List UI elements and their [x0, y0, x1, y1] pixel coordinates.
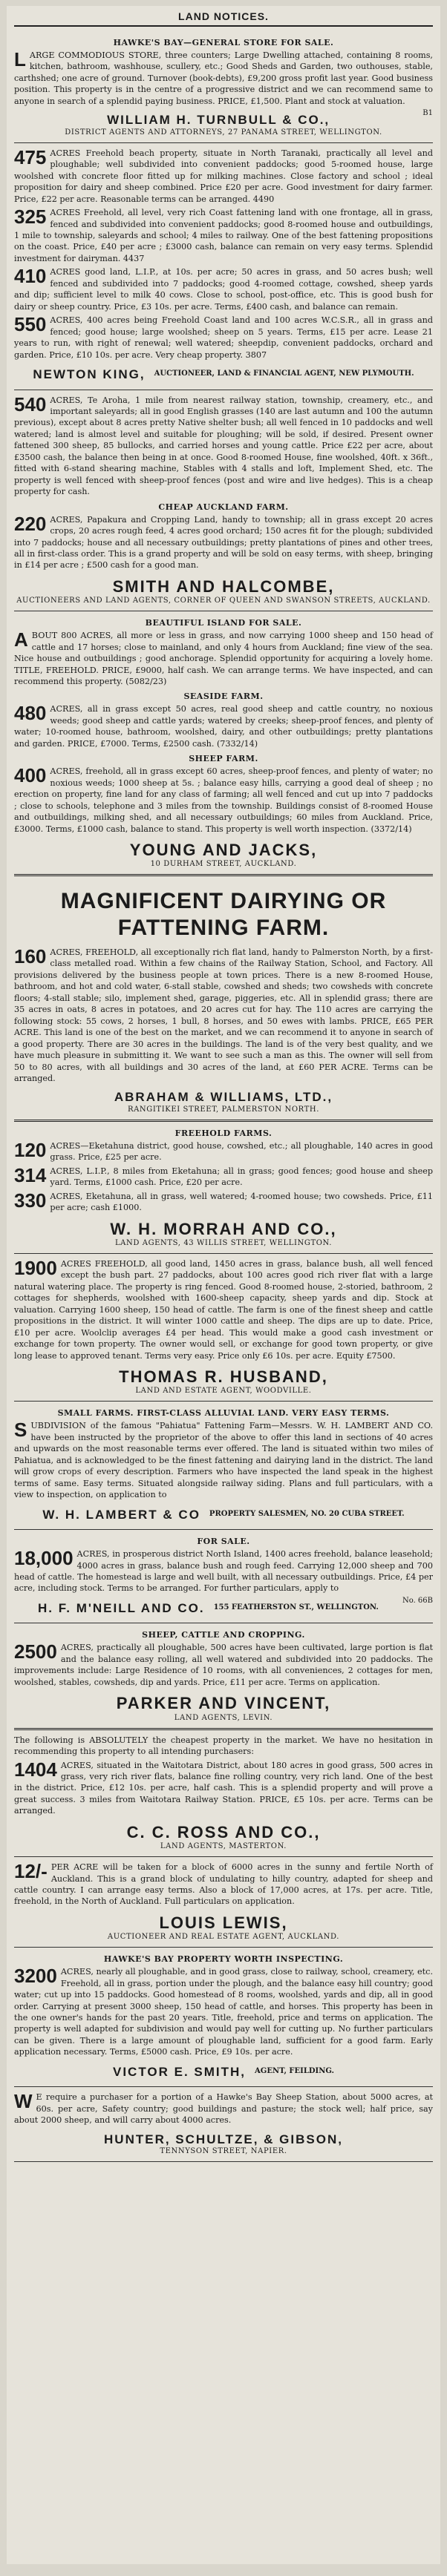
ad-subheading: CHEAP AUCKLAND FARM. — [158, 502, 289, 512]
listing-acreage: 400 — [14, 764, 47, 787]
listing-text: ACRES, 400 acres being Freehold Coast land and 100 acres W.C.S.R., all in grass and fenced; good house; large woolshed; sheep on 5 years. Terms, £15 per acre. Lease 21 years to run, with right of renewal; well watered; sheepdip, convenient paddocks, orchard and garden. Price, £10 10s. per acre. Very cheap property. 3807 — [14, 315, 433, 360]
advertisement — [14, 1254, 433, 1402]
listing-acreage: 1900 — [14, 1257, 57, 1280]
firm-row — [14, 2065, 433, 2080]
firm-note: AUCTIONEER, LAND & FINANCIAL AGENT, NEW PLYMOUTH. — [154, 369, 414, 378]
advertisement — [14, 2087, 433, 2162]
listing-paragraph — [14, 266, 433, 312]
firm-address: RANGITIKEI STREET, PALMERSTON NORTH. — [127, 1105, 320, 1114]
firm-name: H. F. M'NEILL AND CO. — [38, 1600, 205, 1615]
advertisement — [14, 143, 433, 390]
section-header: LAND NOTICES. — [14, 9, 433, 27]
firm-name: NEWTON KING, — [33, 367, 146, 381]
listing-paragraph — [14, 50, 433, 107]
listing-paragraph — [14, 703, 433, 749]
ad-heading: HAWKE'S BAY PROPERTY WORTH INSPECTING. — [103, 1954, 344, 1965]
listing-text: ARGE COMMODIOUS STORE, three counters; Large Dwelling attached, containing 8 rooms, kitchen, bathroom, washhouse, scullery, etc.; Good Sheds and Garden, two outhouses, stable, carthshed; one acre of ground. Turnover (book-debts), £9,200 gross profit last year. Good business position. This property is in the centre of a progressive district and we can recommend same to anyone in search of a splendid paying business. PRICE, £1,500. Plant and stock at valuation. — [14, 50, 433, 106]
listing-acreage: 18,000 — [14, 1547, 74, 1570]
firm-name: PARKER AND VINCENT, — [116, 1694, 331, 1713]
firm-row — [14, 1601, 402, 1616]
ad-heading: FOR SALE. — [197, 1537, 250, 1547]
ad-heading: SMALL FARMS. FIRST-CLASS ALLUVIAL LAND. VERY EASY TERMS. — [57, 1408, 390, 1419]
firm-address: 10 DURHAM STREET, AUCKLAND. — [150, 860, 297, 869]
reference-number: No. 66B — [402, 1596, 433, 1605]
listing-acreage: L — [14, 48, 26, 70]
listing-acreage: 540 — [14, 392, 47, 415]
listing-paragraph — [14, 145, 433, 205]
listing-text: ACRES, Papakura and Cropping Land, handy to township; all in grass except 20 acres crops, 20 acres rough feed, 4 acres good orchard; 150 acres fit for the plough; subdivided into 7 paddocks; house and all necessary outbuildings; pretty plantations of pines and other trees, all in first-class order. This is a grand property and will be sold on easy terms, with sheep, bringing in £14 per acre ; £500 cash for a good man. — [14, 514, 433, 571]
listing-acreage: 475 — [14, 145, 47, 168]
listing-text: ACRES, practically all ploughable, 500 acres have been cultivated, large portion is flat and the balance easy rolling, all well watered and subdivided into 20 paddocks. The improvements include: Large Residence of 10 rooms, with all conveniences, 2 cottages for men, woolshed, stables, cowsheds, dip and yards. Price, £11 per acre. Terms on application. — [14, 1643, 433, 1687]
listing-acreage: 325 — [14, 206, 47, 229]
firm-address: LAND AND ESTATE AGENT, WOODVILLE. — [135, 1387, 312, 1396]
firm-name: ABRAHAM & WILLIAMS, LTD., — [114, 1090, 333, 1105]
advertisement — [14, 31, 433, 143]
listing-acreage: A — [14, 628, 28, 651]
firm-name: YOUNG AND JACKS, — [129, 840, 318, 859]
listing-text: ACRES—Eketahuna district, good house, cowshed, etc.; all ploughable, 140 acres in good grass. Price, £25 per acre. — [50, 1141, 433, 1163]
listing-paragraph — [14, 392, 433, 498]
listing-acreage: 220 — [14, 512, 47, 535]
listing-text: ACRES Freehold, all level, very rich Coast fattening land with one frontage, all in grass, fenced and subdivided into convenient paddocks; good 8-roomed house and outbuildings, 1 mile to township, saleyards and school; 4 miles to railway. One of the best fattening propositions on the coast. Price, £40 per acre ; £3000 cash, balance can remain on very easy terms. Splendid investment for dairyman. 4437 — [14, 208, 433, 263]
firm-name: LOUIS LEWIS, — [159, 1913, 288, 1932]
firm-note: AGENT, FEILDING. — [255, 2067, 334, 2076]
listing-acreage: 550 — [14, 313, 47, 336]
firm-name: W. H. MORRAH AND CO., — [110, 1219, 337, 1238]
listing-text: ACRES, nearly all ploughable, and in good grass, close to railway, school, creamery, etc. Freehold, all in grass, portion under the plough, and the balance easy hill country; good water; cut up into 15 paddocks. Good homestead of 8 rooms, woolshed, yards and dip, all in good order. Carrying at present 3000 sheep, 150 head of cattle, and horses. This property has been in the one owner's hands for the past 20 years. Title, freehold, price and terms on application. The property is well adapted for subdivision and would pay well for cutting up. No further particulars can be given. There is a large amount of ploughable land, sufficient for a good farm. Early application necessary. Terms, £5000 cash. Price, £9 10s. per acre. — [14, 1967, 433, 2057]
firm-address: AUCTIONEERS AND LAND AGENTS, CORNER OF QUEEN AND SWANSON STREETS, AUCKLAND. — [16, 597, 431, 605]
listing-paragraph — [14, 315, 433, 361]
ad-heading: BEAUTIFUL ISLAND FOR SALE. — [145, 618, 302, 628]
listing-text: BOUT 800 ACRES, all more or less in grass, and now carrying 1000 sheep and 150 head of cattle and 17 horses; close to mainland, and only 4 hours from Auckland; fine view of the sea. Nice house and outbuildings ; good anchorage. Splendid opportunity for acquiring a lovely home. TITLE, FREEHOLD. PRICE, £9000, half cash. We can arrange terms. We have inspected, and can recommend this property. (5082/23) — [14, 631, 433, 686]
listing-paragraph — [14, 766, 433, 835]
listing-acreage: 2500 — [14, 1640, 57, 1663]
listing-text: ACRES, freehold, all in grass except 60 acres, sheep-proof fences, and plenty of water; no noxious weeds; 1000 sheep at 5s. ; balance easy hills, carrying a good deal of sheep ; no erection on property, fine land for any class of farming; all well fenced and cut up into 7 paddocks ; close to schools, telephone and 3 miles from the township. Buildings consist of 8-roomed House and outbuildings, milking shed, and all necessary outbuildings; 60 miles from Auckland. Price, £3000. Terms, £1000 cash, balance to stand. This property is well worth inspection. (3372/14) — [14, 766, 433, 834]
firm-note: PROPERTY SALESMEN, NO. 20 CUBA STREET. — [209, 1510, 405, 1519]
advertisement — [14, 1623, 433, 1729]
ad-heading: SHEEP, CATTLE AND CROPPING. — [142, 1630, 305, 1640]
firm-name: VICTOR E. SMITH, — [113, 2064, 247, 2079]
firm-name: THOMAS R. HUSBAND, — [119, 1367, 328, 1387]
listing-text: ACRES Freehold beach property, situate in North Taranaki, practically all level and ploughable; well subdivided into convenient paddocks; good 5-roomed house, large woolshed with concrete floor fitted up for milking machines. Close factory and school ; ideal proposition for dairy and sheep combined. Price £20 per acre. Good investment for dairy farmer. Price, £22 per acre. Reasonable terms can be arranged. 4490 — [14, 148, 433, 204]
listing-acreage: 410 — [14, 265, 47, 288]
firm-row — [14, 1508, 433, 1522]
listing-text: UBDIVISION of the famous "Pahiatua" Fattening Farm—Messrs. W. H. LAMBERT AND CO. have been instructed by the proprietor of the above to offer this land in sections of 40 acres and upwards on the most reasonable terms ever offered. The land is situated within two miles of Pahiatua, and is acknowledged to be the finest fattening and dairying land in the district. The land will grow crops of every description. Farmers who have inspected the land speak in the highest terms of same. Easy terms. Situated alongside railway siding. Plans and full particulars, with a view to inspection, on application to — [14, 1421, 433, 1500]
listing-text: ACRES, L.I.P., 8 miles from Eketahuna; all in grass; good fences; good house and sheep yard. Terms, £1000 cash. Price, £20 per acre. — [50, 1166, 433, 1188]
listing-text: ACRES, Te Aroha, 1 mile from nearest railway station, township, creamery, etc., and important saleyards; all in good English grasses (140 are last autumn and 100 the autumn previous), except about 8 acres pretty Native shelter bush; all well fenced in 10 paddocks and well watered; land is almost level and suitable for ploughing; will be sold, if desired. Present owner fattened 300 sheep, 85 bullocks, and carried horses and young cattle. Price £22 per acre, about £3500 cash, the balance then being in at once. Good 8-roomed House, fine woolshed, 40ft. x 36ft., fitted with 6-stand shearing machine, Stables with 4 stalls and loft, Implement Shed, etc. The property is well fenced with sheep-proof fences (post and wire and live hedges). This is a cheap property for cash. — [14, 395, 433, 497]
listing-paragraph — [14, 630, 433, 687]
listing-text: ACRES FREEHOLD, all good land, 1450 acres in grass, balance bush, all well fenced except the bush part. 27 paddocks, about 100 acres good rich river flat with a large natural watering place. The property is ring fenced. Good 8-roomed house, 2-storied, bathroom, 2 cottages for shepherds, woolshed with 1600-sheep capacity, sheep yards and dip. Stock at valuation. Carrying 1600 sheep, 150 head of cattle. The farm is one of the finest sheep and cattle propositions in the district. It will winter 1000 cattle and sheep. The dips are up to date. Price, £10 per acre. Woolclip averages £4 per head. This would make a good cash investment or exchange for town property. The owner would sell, or exchange for good town property, or give long lease to approved tenant. Terms very easy. Price only £6 10s. per acre. Equity £7500. — [14, 1259, 433, 1361]
firm-note: 155 FEATHERSTON ST., WELLINGTON. — [213, 1603, 379, 1612]
listing-text: E require a purchaser for a portion of a Hawke's Bay Sheep Station, about 5000 acres, at 60s. per acre, Safety country; good buildings and pasture; the stock well; half price, say about 2000 sheep, and will carry about 4000 acres. — [14, 2092, 433, 2126]
advertisement — [14, 1948, 433, 2087]
ad-subheading: SEASIDE FARM. — [183, 691, 264, 702]
ads-list — [14, 31, 433, 2162]
advertisement — [14, 1402, 433, 1530]
firm-name: W. H. LAMBERT & CO — [42, 1507, 200, 1522]
firm-address: LAND AGENTS, LEVIN. — [174, 1713, 273, 1722]
listing-paragraph — [14, 1966, 433, 2058]
listing-paragraph — [14, 1163, 433, 1189]
firm-name: WILLIAM H. TURNBULL & CO., — [107, 113, 330, 128]
listing-paragraph — [14, 1548, 433, 1594]
listing-acreage: 160 — [14, 945, 47, 968]
listing-paragraph — [14, 1735, 433, 1758]
feature-title: MAGNIFICENT DAIRYING OR FATTENING FARM. — [60, 889, 387, 940]
reference-number: B1 — [422, 109, 433, 118]
firm-name: HUNTER, SCHULTZE, & GIBSON, — [104, 2132, 343, 2146]
listing-acreage: 330 — [14, 1189, 47, 1212]
listing-acreage: 1404 — [14, 1758, 57, 1781]
land-notices-column — [7, 6, 440, 2162]
listing-paragraph — [14, 947, 433, 1084]
firm-address: LAND AGENTS, 43 WILLIS STREET, WELLINGTON. — [114, 1239, 333, 1248]
listing-text: ACRES, situated in the Waitotara District, about 180 acres in good grass, 500 acres in grass, very rich river flats, balance fine rolling country, very rich land. One of the best in the district. Price, £12 10s. per acre, half cash. This is a splendid property and will prove a great success. 3 miles from Waitotara Railway Station. PRICE, £5 10s. per acre. Terms can be arranged. — [14, 1760, 433, 1816]
ad-heading: FREEHOLD FARMS. — [174, 1128, 273, 1139]
listing-acreage: S — [14, 1419, 27, 1442]
firm-name: C. C. ROSS AND CO., — [126, 1822, 321, 1841]
listing-acreage: 3200 — [14, 1965, 57, 1988]
advertisement — [14, 390, 433, 612]
firm-address: TENNYSON STREET, NAPIER. — [160, 2147, 287, 2156]
listing-acreage: W — [14, 2090, 33, 2113]
listing-paragraph — [14, 514, 433, 571]
advertisement — [14, 1857, 433, 1948]
firm-name: SMITH AND HALCOMBE, — [112, 576, 335, 596]
firm-address: DISTRICT AGENTS AND ATTORNEYS, 27 PANAMA STREET, WELLINGTON. — [65, 128, 382, 137]
firm-address: AUCTIONEER AND REAL ESTATE AGENT, AUCKLAND. — [107, 1933, 340, 1942]
listing-text: ACRES, all in grass except 50 acres, real good sheep and cattle country, no noxious weeds; good sheep and cattle yards; watered by creeks; sheep-proof fences, and plenty of water; 10-roomed house, bathroom, woolshed, dairy, and other outbuildings; pretty plantations and garden. PRICE, £7000. Terms, £2500 cash. (7332/14) — [14, 704, 433, 749]
listing-acreage: 12/- — [14, 1860, 48, 1883]
listing-paragraph — [14, 2092, 433, 2126]
ad-subheading: SHEEP FARM. — [189, 754, 258, 764]
listing-paragraph — [14, 1862, 433, 1908]
ad-heading: HAWKE'S BAY—GENERAL STORE FOR SALE. — [113, 38, 334, 47]
listing-paragraph — [14, 1760, 433, 1817]
listing-acreage: 480 — [14, 702, 47, 725]
listing-paragraph — [14, 1420, 433, 1500]
listing-text: ACRES good land, L.I.P., at 10s. per acre; 50 acres in grass, and 50 acres bush; well fenced and subdivided into 7 paddocks; good 4-roomed cottage, cowshed, sheep yards and dip; sufficient level to milk 40 cows. Close to school, post-office, etc. This is good bush for dairy or sheep country. Price, £3 10s. per acre. Terms, £400 cash, and balance can remain. — [14, 267, 433, 312]
advertisement — [14, 611, 433, 876]
advertisement — [14, 1530, 433, 1623]
listing-paragraph — [14, 207, 433, 264]
listing-text: ACRES, Eketahuna, all in grass, well watered; 4-roomed house; two cowsheds. Price, £11 per acre; cash £1000. — [50, 1191, 433, 1213]
listing-text: ACRES, in prosperous district North Island, 1400 acres freehold, balance leasehold; 4000 acres in grass, balance bush and rough feed. Carrying 12,000 sheep and 700 head of cattle. The homestead is large and well built, with all necessary outbuildings. Price, £4 per acre, including stock. Terms to be arranged. For further particulars, apply to — [14, 1549, 433, 1594]
advertisement — [14, 876, 433, 1122]
listing-text: ACRES, FREEHOLD, all exceptionally rich flat land, handy to Palmerston North, by a first-class metalled road. Within a few chains of the Railway Station, School, and Factory. All provisions delivered by the business people at town prices. There is a new 8-roomed House, bathroom, and hot and cold water, 6-stall stable, cowshed and sheds; two cowsheds with concrete floors; 4-stall stable; silo, implement shed, garage, piggeries, etc. All in splendid grass; there are 35 acres in oats, 8 acres in potatoes, and 20 acres cut for hay. The 110 acres are carrying the following stock: 55 cows, 2 horses, 1 bull, 8 horses, and 50 ewes with lambs. PRICE, £65 PER ACRE. This land is one of the best on the market, and we can recommend it to anyone in search of a good property. There are 30 acres in the buildings. The land is of the very best quality, and we have much pleasure in submitting it. We want to see such a man as this. The owner will sell from 50 to 80 acres, with all buildings and 30 acres of the land, at £60 PER ACRE. Terms can be arranged. — [14, 947, 433, 1084]
listing-paragraph — [14, 1642, 433, 1688]
listing-text: The following is ABSOLUTELY the cheapest property in the market. We have no hesitation in recommending this property to all intending purchasers: — [14, 1735, 433, 1757]
listing-acreage: 120 — [14, 1139, 47, 1162]
listing-paragraph — [14, 1140, 433, 1163]
listing-acreage: 314 — [14, 1163, 47, 1186]
firm-row — [14, 367, 433, 382]
newspaper-page — [7, 6, 440, 2564]
listing-paragraph — [14, 1191, 433, 1214]
advertisement — [14, 1122, 433, 1254]
listing-text: PER ACRE will be taken for a block of 6000 acres in the sunny and fertile North of Auckland. This is a grand block of undulating to hilly country, adapted for sheep and cattle country. I can arrange easy terms. Also a block of 17,000 acres, at 17s. per acre. Title, freehold, in the North of Auckland. Full particulars on application. — [14, 1862, 433, 1907]
firm-address: LAND AGENTS, MASTERTON. — [160, 1842, 287, 1851]
listing-paragraph — [14, 1258, 433, 1361]
advertisement — [14, 1730, 433, 1857]
